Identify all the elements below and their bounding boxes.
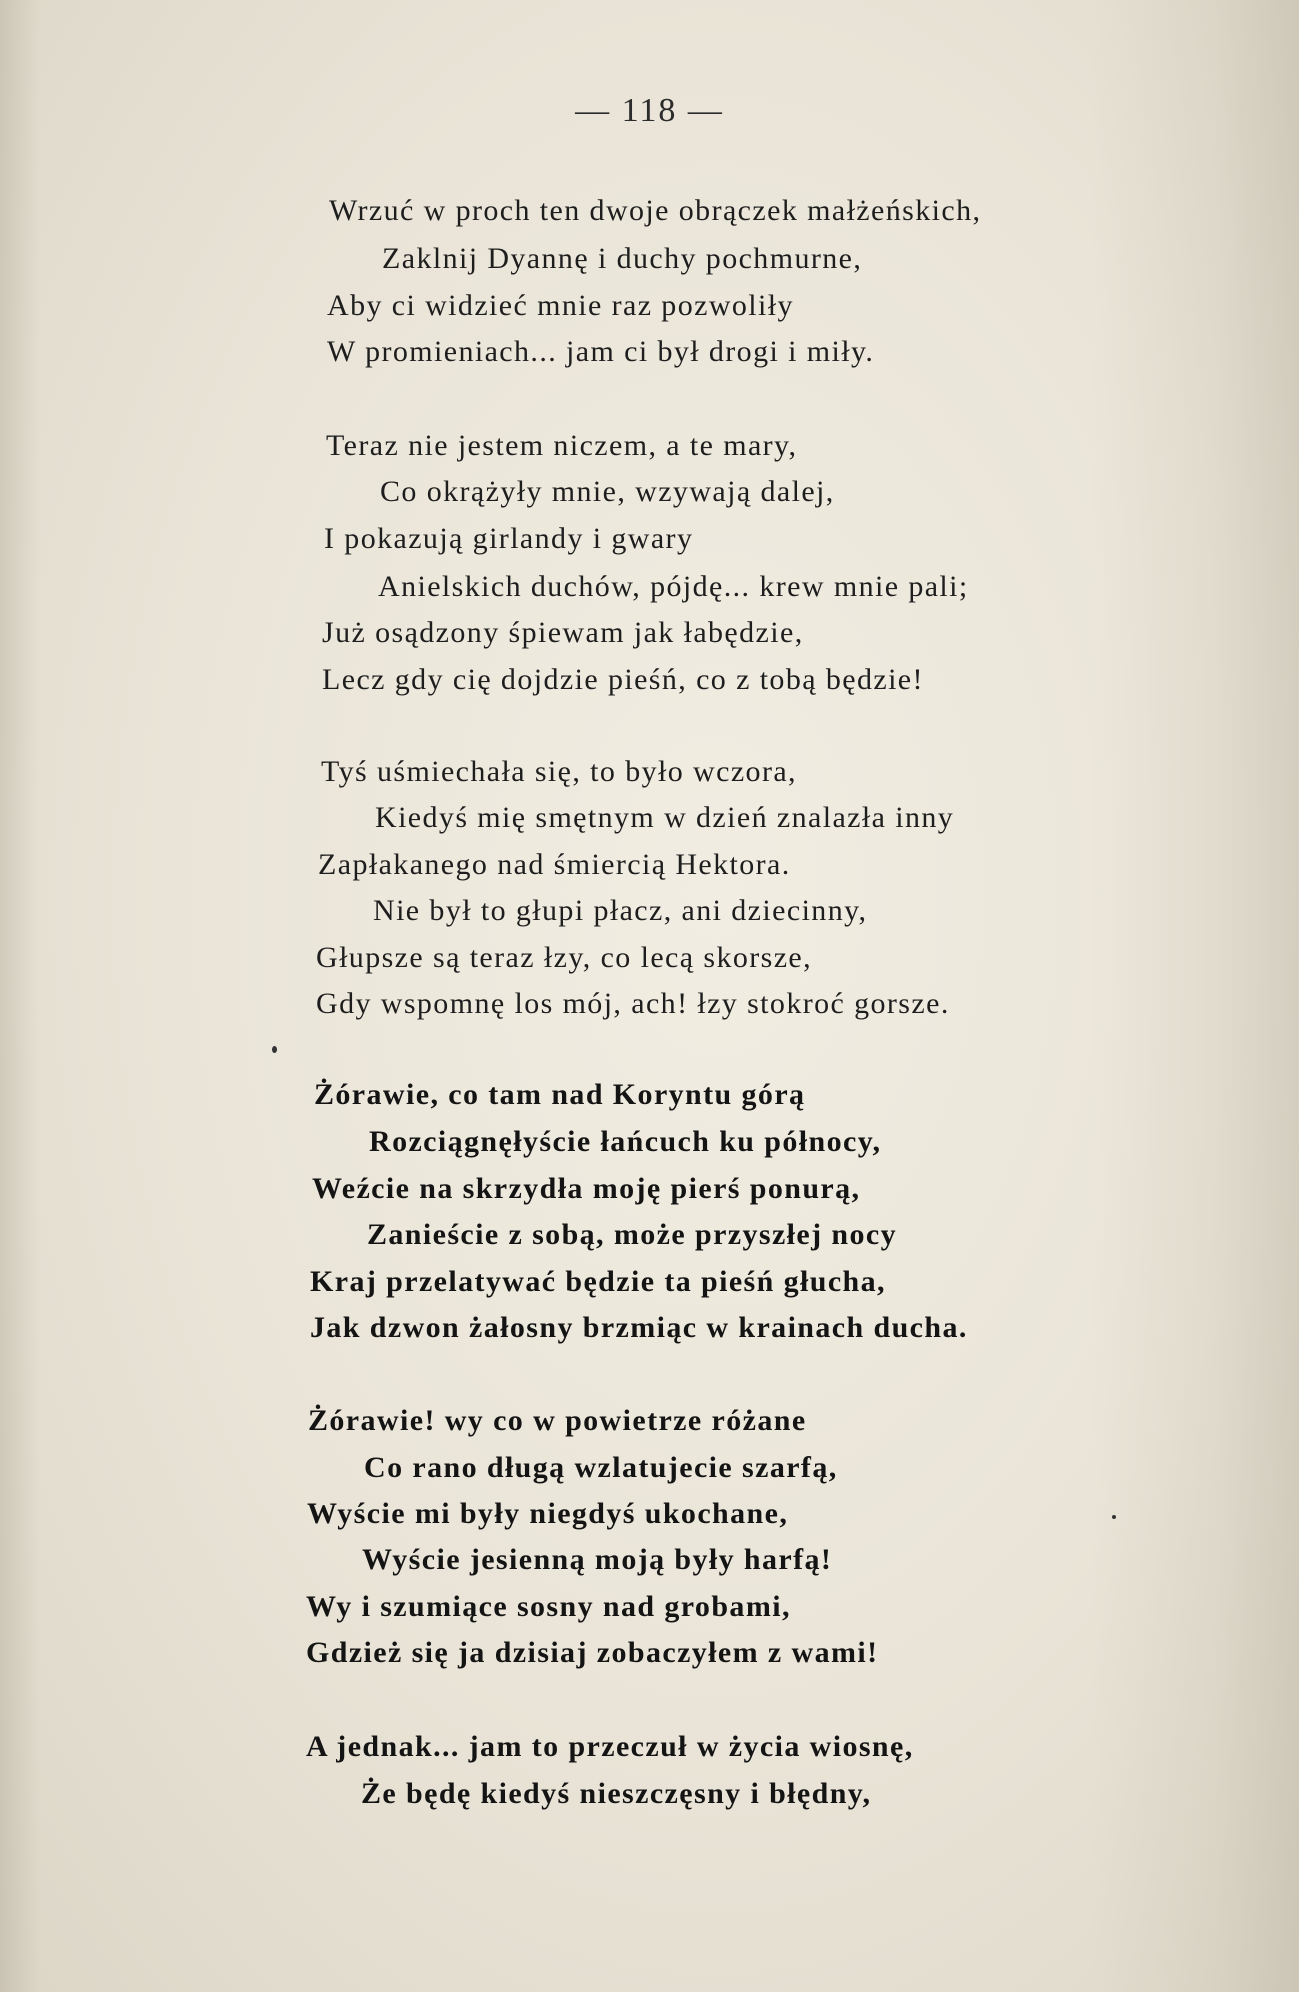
poem-line: Tyś uśmiechała się, to było wczora, xyxy=(321,755,797,788)
poem-line: Nie był to głupi płacz, ani dziecinny, xyxy=(373,894,868,927)
ink-speck xyxy=(272,1046,277,1053)
poem-line: I pokazują girlandy i gwary xyxy=(324,522,694,555)
poem-line: Zapłakanego nad śmiercią Hektora. xyxy=(318,848,791,881)
poem-line: Anielskich duchów, pójdę... krew mnie pali; xyxy=(378,570,969,603)
poem-line: Lecz gdy cię dojdzie pieśń, co z tobą będzie! xyxy=(322,663,924,696)
poem-line: Aby ci widzieć mnie raz pozwoliły xyxy=(327,289,794,322)
poem-line: W promieniach... jam ci był drogi i miły. xyxy=(327,335,875,368)
poem-line: Żórawie! wy co w powietrze różane xyxy=(308,1404,807,1437)
poem-line: Wyście mi były niegdyś ukochane, xyxy=(307,1497,789,1530)
poem-line: Kiedyś mię smętnym w dzień znalazła inny xyxy=(375,801,955,834)
poem-line: Gdy wspomnę los mój, ach! łzy stokroć gorsze. xyxy=(316,987,950,1020)
poem-line: Kraj przelatywać będzie ta pieśń głucha, xyxy=(310,1265,886,1298)
poem-line: Wy i szumiące sosny nad grobami, xyxy=(306,1590,791,1623)
poem-line: Żórawie, co tam nad Koryntu górą xyxy=(314,1078,806,1111)
poem-line: Co okrążyły mnie, wzywają dalej, xyxy=(380,475,835,508)
poem-line: Głupsze są teraz łzy, co lecą skorsze, xyxy=(316,941,813,974)
poem-line: Co rano długą wzlatujecie szarfą, xyxy=(364,1451,838,1484)
page-number: — 118 — xyxy=(575,92,724,129)
poem-line: Gdzież się ja dzisiaj zobaczyłem z wami! xyxy=(306,1636,879,1669)
poem-line: Weźcie na skrzydła moję pierś ponurą, xyxy=(312,1172,861,1205)
poem-line: A jednak... jam to przeczuł w życia wiosnę, xyxy=(306,1730,914,1763)
poem-line: Wrzuć w proch ten dwoje obrączek małżeńskich, xyxy=(329,194,982,227)
poem-line: Teraz nie jestem niczem, a te mary, xyxy=(326,429,798,462)
ink-speck xyxy=(1112,1515,1116,1519)
poem-line: Zaklnij Dyannę i duchy pochmurne, xyxy=(382,242,863,275)
poem-line: Rozciągnęłyście łańcuch ku północy, xyxy=(369,1125,882,1158)
poem-line: Zanieście z sobą, może przyszłej nocy xyxy=(367,1218,898,1251)
poem-line: Wyście jesienną moją były harfą! xyxy=(362,1543,833,1576)
poem-line: Że będę kiedyś nieszczęsny i błędny, xyxy=(361,1777,872,1810)
poem-line: Już osądzony śpiewam jak łabędzie, xyxy=(322,616,804,649)
poem-line: Jak dzwon żałosny brzmiąc w krainach ducha. xyxy=(310,1311,968,1344)
